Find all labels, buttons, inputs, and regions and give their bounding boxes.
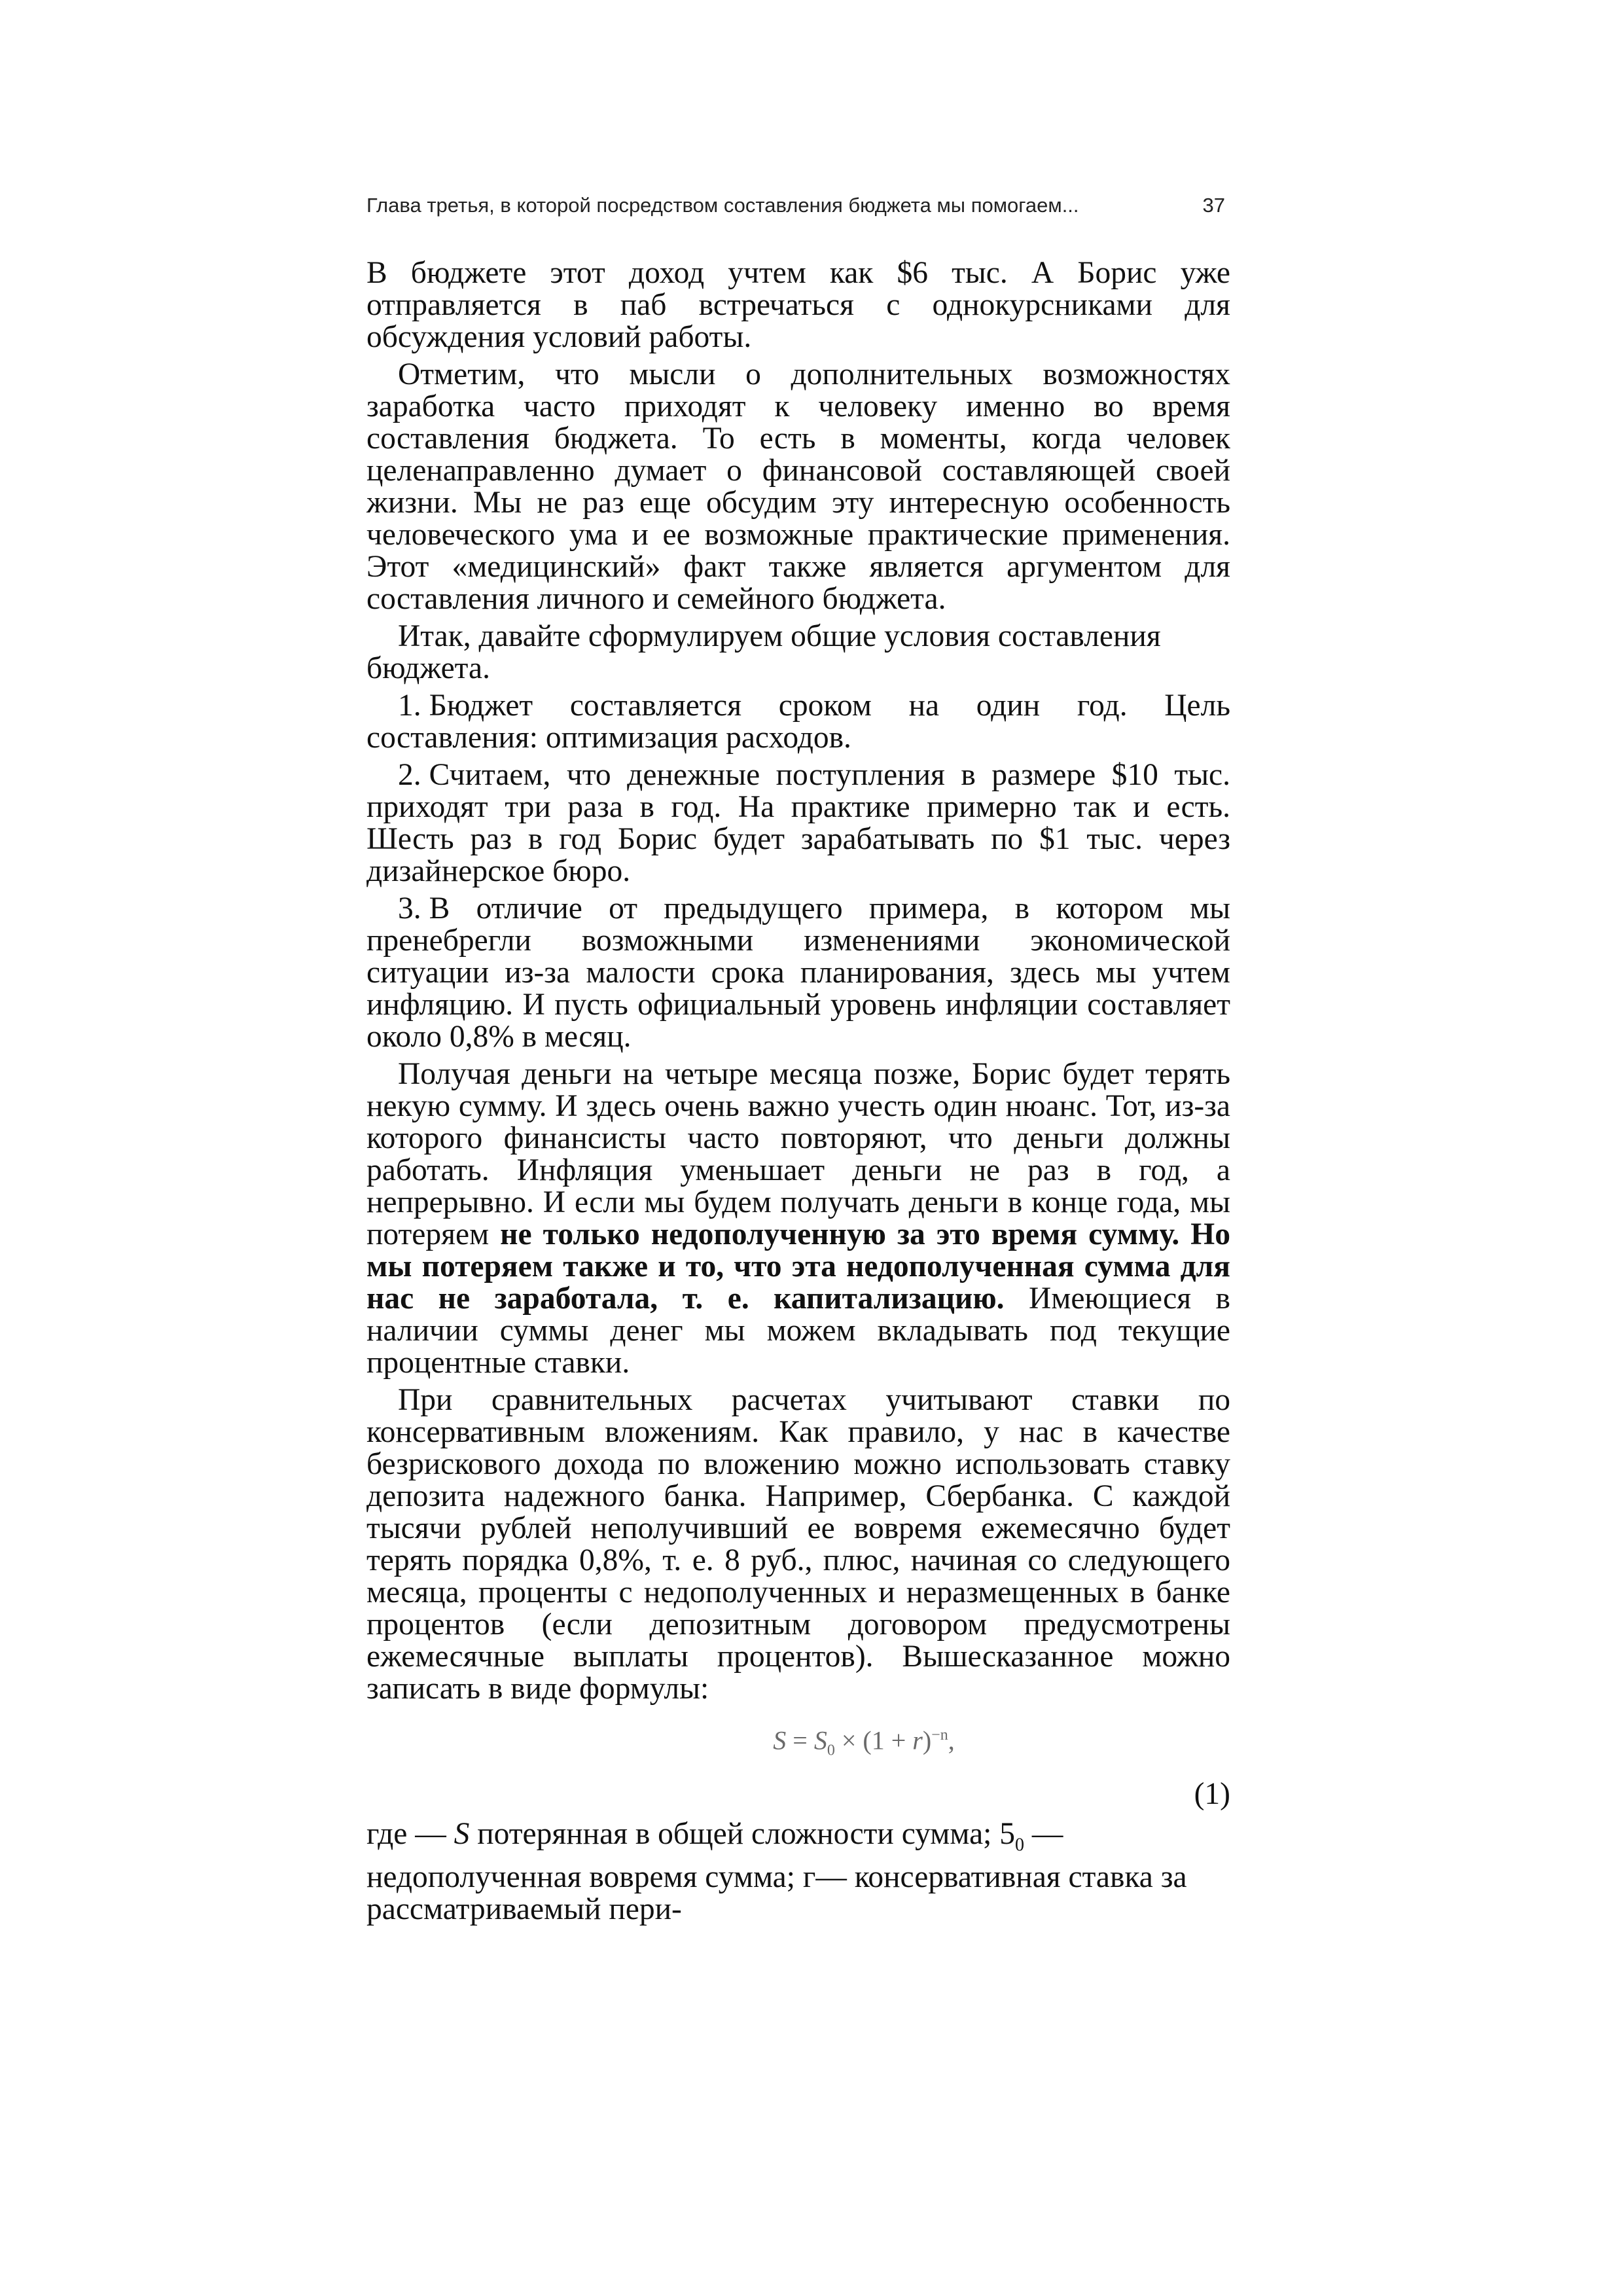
formula-tail: , <box>948 1725 955 1755</box>
paragraph-5: При сравнительных расчетах учитывают ставки по консервативным вложениям. Как правило, у нас в качестве безрискового дохода по вложению можно использовать ставку депозита надежного банка. Например, Сбербанка. С каждой тысячи рублей неполучивший ее вовремя ежемесячно будет терять порядка 0,8%, т. е. 8 руб., плюс, начиная со следующего месяца, проценты с недополученных и неразмещенных в банке процентов (если депозитным договором предусмотрены ежемесячные выплаты процентов). Вышесказанное можно записать в виде формулы: <box>366 1383 1230 1706</box>
list-number: 1. <box>398 689 421 723</box>
where-s: S <box>454 1817 470 1852</box>
list-text: Считаем, что денежные поступления в размере $10 тыс. приходят три раза в год. На практике примерно так и есть. Шесть раз в год Борис будет зарабатывать по $1 тыс. через дизайнерское бюро. <box>366 758 1230 888</box>
list-item-3 <box>366 893 1230 1053</box>
running-title: Глава третья, в которой посредством составления бюджета мы помогаем... <box>366 194 1079 217</box>
formula-s-sub: 0 <box>827 1742 835 1759</box>
formula-eq: = <box>786 1725 814 1755</box>
where-sub: 0 <box>1015 1835 1024 1856</box>
body-text <box>366 257 1230 1931</box>
formula-s: S <box>813 1725 827 1755</box>
formula-close: ) <box>922 1725 932 1755</box>
paragraph-4 <box>366 1058 1230 1379</box>
equation-number: (1) <box>1194 1777 1230 1812</box>
formula-mid: × (1 + <box>834 1725 913 1755</box>
page-number: 37 <box>1202 194 1225 217</box>
list-text: В отличие от предыдущего примера, в котором мы пренебрегли возможными изменениями экономической ситуации из-за малости срока планирования, здесь мы учтем инфляцию. И пусть официальный уровень инфляции составляет около 0,8% в месяц. <box>366 891 1230 1054</box>
list-item-2 <box>366 759 1230 888</box>
list-item-1 <box>366 690 1230 754</box>
list-number: 2. <box>398 758 421 792</box>
paragraph-4-emphasis: не только недополученную за это время сумму. Но мы потеряем также и то, что эта недополученная сумма для нас не заработала, т. е. капитализацию. <box>366 1217 1231 1316</box>
where-b: потерянная в общей сложности сумма; 5 <box>469 1817 1015 1852</box>
where-c: — недополученная вовремя сумма; г— консервативная ставка за рассматриваемый пери- <box>366 1817 1187 1926</box>
formula-lhs: S <box>773 1725 787 1755</box>
list-number: 3. <box>398 891 421 925</box>
formula-r: r <box>912 1725 923 1755</box>
formula-explanation <box>366 1818 1230 1926</box>
formula-exponent: −n <box>931 1727 948 1744</box>
formula <box>497 1719 1230 1767</box>
paragraph-1: В бюджете этот доход учтем как $6 тыс. А Борис уже отправляется в паб встречаться с однокурсниками для обсуждения условий работы. <box>366 256 1230 354</box>
paragraph-4-end: Имеющиеся в наличии суммы денег мы можем вкладывать под текущие процентные ставки. <box>366 1282 1230 1380</box>
paragraph-3: Итак, давайте сформулируем общие условия составления бюджета. <box>366 619 1161 685</box>
where-a: где — <box>366 1817 454 1852</box>
paragraph-4-start: Получая деньги на четыре месяца позже, Борис будет терять некую сумму. И здесь очень важно учесть один нюанс. Тот, из-за которого финансисты часто повторяют, что деньги должны работать. Инфляция уменьшает деньги не раз в год, а непрерывно. И если мы будем получать деньги в конце года, мы потеряем <box>366 1057 1230 1251</box>
paragraph-2: Отметим, что мысли о дополнительных возможностях заработка часто приходят к человеку именно во время составления бюджета. То есть в моменты, когда человек целенаправленно думает о финансовой составляющей своей жизни. Мы не раз еще обсудим эту интересную особенность человеческого ума и ее возможные практические применения. Этот «медицинский» факт также является аргументом для составления личного и семейного бюджета. <box>366 357 1230 616</box>
list-text: Бюджет составляется сроком на один год. Цель составления: оптимизация расходов. <box>366 689 1230 755</box>
